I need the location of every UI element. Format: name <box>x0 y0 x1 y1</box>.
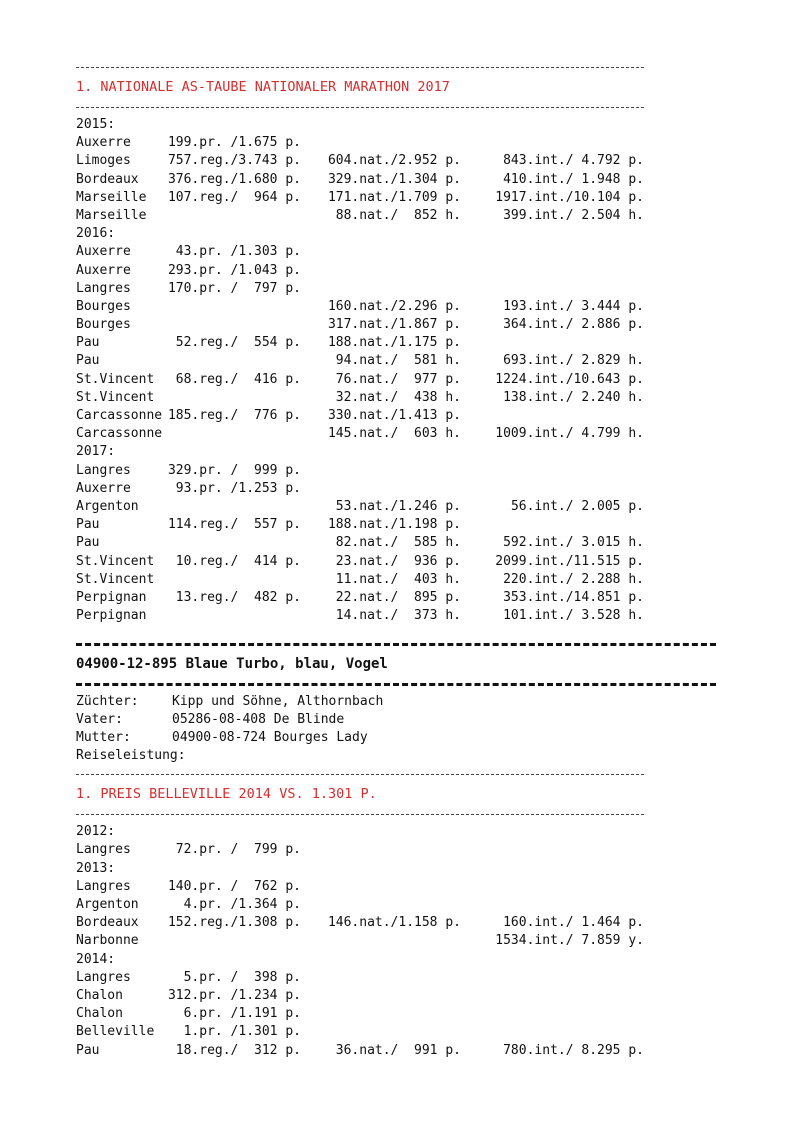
regional-cell: 1.pr. /1.301 p. <box>183 1024 301 1040</box>
result-row <box>76 860 776 878</box>
divider <box>76 765 776 783</box>
place-cell: Langres <box>76 842 131 858</box>
national-cell: 330.nat./1.413 p. <box>327 408 461 423</box>
regional-cell: 170.pr. / 797 p. <box>167 280 301 296</box>
place-cell: 2017: <box>76 444 116 460</box>
section-title-belleville: 1. PREIS BELLEVILLE 2014 VS. 1.301 P. <box>76 786 377 803</box>
result-row <box>76 371 776 389</box>
regional-cell: 312.pr. /1.234 p. <box>167 987 301 1003</box>
result-row <box>76 389 776 407</box>
place-cell: Chalon <box>76 1006 123 1022</box>
place-cell: St.Vincent <box>76 389 155 405</box>
regional-cell: 199.pr. /1.675 p. <box>167 135 301 151</box>
place-cell: Pau <box>76 335 100 351</box>
divider <box>76 805 776 823</box>
place-cell: Bordeaux <box>76 915 139 931</box>
place-cell: Argenton <box>76 498 139 514</box>
international-cell: 56.int./ 2.005 p. <box>510 498 644 514</box>
place-cell: St.Vincent <box>76 553 155 569</box>
place-cell: Marseille <box>76 207 147 223</box>
result-row <box>76 207 776 225</box>
pedigree-document <box>76 58 776 1060</box>
regional-cell: 68.reg./ 416 p. <box>175 371 301 387</box>
national-cell: 32.nat./ 438 h. <box>335 389 461 405</box>
result-row <box>76 1023 776 1041</box>
national-cell: 317.nat./1.867 p. <box>327 317 461 333</box>
regional-cell: 152.reg./1.308 p. <box>167 915 301 931</box>
result-row <box>76 352 776 370</box>
place-cell: Chalon <box>76 987 123 1003</box>
regional-cell: 107.reg./ 964 p. <box>167 189 301 205</box>
result-row <box>76 243 776 261</box>
info-row <box>76 747 776 765</box>
results-table-belleville <box>76 823 776 1059</box>
international-cell: 193.int./ 3.444 p. <box>503 298 644 314</box>
result-row <box>76 116 776 134</box>
result-row <box>76 425 776 443</box>
place-cell: Narbonne <box>76 933 139 949</box>
section-title-marathon: 1. NATIONALE AS-TAUBE NATIONALER MARATHON 2017 <box>76 79 450 95</box>
international-cell: 410.int./ 1.948 p. <box>503 171 644 187</box>
place-cell: Pau <box>76 535 100 551</box>
result-row <box>76 969 776 987</box>
place-cell: Bourges <box>76 317 131 333</box>
place-cell: Auxerre <box>76 262 131 278</box>
divider <box>76 58 776 76</box>
result-row <box>76 553 776 571</box>
international-cell: 843.int./ 4.792 p. <box>503 153 644 169</box>
info-row <box>76 729 776 747</box>
international-cell: 101.int./ 3.528 h. <box>503 608 644 624</box>
result-row <box>76 280 776 298</box>
place-cell: Perpignan <box>76 589 147 605</box>
place-cell: Argenton <box>76 897 139 912</box>
national-cell: 88.nat./ 852 h. <box>335 207 461 223</box>
result-row <box>76 987 776 1005</box>
place-cell: Belleville <box>76 1024 155 1040</box>
regional-cell: 5.pr. / 398 p. <box>183 969 301 985</box>
regional-cell: 140.pr. / 762 p. <box>167 878 301 894</box>
place-cell: Auxerre <box>76 135 131 151</box>
info-row <box>76 711 776 729</box>
divider-bold <box>76 675 776 693</box>
result-row <box>76 316 776 334</box>
info-label: Mutter: <box>76 730 131 746</box>
international-cell: 693.int./ 2.829 h. <box>503 353 644 369</box>
info-row <box>76 693 776 711</box>
regional-cell: 6.pr. /1.191 p. <box>183 1006 301 1022</box>
result-row <box>76 480 776 498</box>
result-row <box>76 841 776 859</box>
result-row <box>76 571 776 589</box>
place-cell: Langres <box>76 969 131 985</box>
international-cell: 1009.int./ 4.799 h. <box>495 426 644 442</box>
international-cell: 353.int./14.851 p. <box>503 589 644 605</box>
regional-cell: 43.pr. /1.303 p. <box>175 244 301 260</box>
international-cell: 399.int./ 2.504 h. <box>503 207 644 223</box>
result-row <box>76 589 776 607</box>
place-cell: St.Vincent <box>76 371 155 387</box>
place-cell: Langres <box>76 878 131 894</box>
info-value: 04900-08-724 Bourges Lady <box>172 730 368 746</box>
regional-cell: 52.reg./ 554 p. <box>175 335 301 351</box>
result-row <box>76 823 776 841</box>
place-cell: 2016: <box>76 226 116 242</box>
place-cell: Langres <box>76 280 131 296</box>
international-cell: 780.int./ 8.295 p. <box>503 1042 644 1058</box>
place-cell: Pau <box>76 517 100 533</box>
result-row <box>76 951 776 969</box>
regional-cell: 72.pr. / 799 p. <box>175 842 301 858</box>
place-cell: Pau <box>76 1042 100 1058</box>
national-cell: 22.nat./ 895 p. <box>335 589 461 605</box>
place-cell: Limoges <box>76 153 131 169</box>
result-row <box>76 462 776 480</box>
international-cell: 364.int./ 2.886 p. <box>503 317 644 333</box>
national-cell: 145.nat./ 603 h. <box>327 426 461 442</box>
info-label: Vater: <box>76 712 123 728</box>
regional-cell: 4.pr. /1.364 p. <box>183 897 301 912</box>
national-cell: 146.nat./1.158 p. <box>327 915 461 931</box>
regional-cell: 376.reg./1.680 p. <box>167 171 301 187</box>
national-cell: 76.nat./ 977 p. <box>335 371 461 387</box>
place-cell: Auxerre <box>76 244 131 260</box>
international-cell: 1534.int./ 7.859 y. <box>495 933 644 949</box>
regional-cell: 185.reg./ 776 p. <box>167 408 301 423</box>
results-table-marathon <box>76 116 776 625</box>
result-row <box>76 534 776 552</box>
info-label: Züchter: <box>76 694 139 710</box>
result-row <box>76 1005 776 1023</box>
result-row <box>76 498 776 516</box>
place-cell: 2014: <box>76 951 116 967</box>
pigeon-info <box>76 693 776 765</box>
regional-cell: 18.reg./ 312 p. <box>175 1042 301 1058</box>
place-cell: Carcassonne <box>76 408 163 423</box>
regional-cell: 114.reg./ 557 p. <box>167 517 301 533</box>
place-cell: 2012: <box>76 824 116 840</box>
info-label: Reiseleistung: <box>76 748 186 764</box>
info-value: Kipp und Söhne, Althornbach <box>172 694 384 710</box>
result-row <box>76 1042 776 1060</box>
place-cell: Perpignan <box>76 608 147 624</box>
national-cell: 36.nat./ 991 p. <box>335 1042 461 1058</box>
regional-cell: 757.reg./3.743 p. <box>167 153 301 169</box>
regional-cell: 10.reg./ 414 p. <box>175 553 301 569</box>
place-cell: Pau <box>76 353 100 369</box>
international-cell: 1224.int./10.643 p. <box>495 371 644 387</box>
place-cell: Bourges <box>76 298 131 314</box>
result-row <box>76 298 776 316</box>
result-row <box>76 516 776 534</box>
international-cell: 592.int./ 3.015 h. <box>503 535 644 551</box>
national-cell: 188.nat./1.175 p. <box>327 335 461 351</box>
info-value: 05286-08-408 De Blinde <box>172 712 345 728</box>
place-cell: 2013: <box>76 860 116 876</box>
national-cell: 82.nat./ 585 h. <box>335 535 461 551</box>
result-row <box>76 914 776 932</box>
place-cell: Bordeaux <box>76 171 139 187</box>
place-cell: Langres <box>76 462 131 478</box>
divider-bold <box>76 635 776 653</box>
place-cell: St.Vincent <box>76 571 155 587</box>
national-cell: 23.nat./ 936 p. <box>335 553 461 569</box>
result-row <box>76 189 776 207</box>
national-cell: 94.nat./ 581 h. <box>335 353 461 369</box>
international-cell: 138.int./ 2.240 h. <box>503 389 644 405</box>
international-cell: 160.int./ 1.464 p. <box>503 915 644 931</box>
result-row <box>76 152 776 170</box>
result-row <box>76 407 776 425</box>
result-row <box>76 443 776 461</box>
regional-cell: 13.reg./ 482 p. <box>175 589 301 605</box>
regional-cell: 329.pr. / 999 p. <box>167 462 301 478</box>
result-row <box>76 225 776 243</box>
international-cell: 1917.int./10.104 p. <box>495 189 644 205</box>
national-cell: 329.nat./1.304 p. <box>327 171 461 187</box>
place-cell: Auxerre <box>76 480 131 496</box>
pigeon-header: 04900-12-895 Blaue Turbo, blau, Vogel <box>76 656 388 673</box>
regional-cell: 93.pr. /1.253 p. <box>175 480 301 496</box>
result-row <box>76 896 776 914</box>
place-cell: Marseille <box>76 189 147 205</box>
international-cell: 220.int./ 2.288 h. <box>503 571 644 587</box>
international-cell: 2099.int./11.515 p. <box>495 553 644 569</box>
result-row <box>76 932 776 950</box>
result-row <box>76 607 776 625</box>
national-cell: 160.nat./2.296 p. <box>327 298 461 314</box>
place-cell: Carcassonne <box>76 426 163 442</box>
national-cell: 14.nat./ 373 h. <box>335 608 461 624</box>
divider <box>76 98 776 116</box>
result-row <box>76 171 776 189</box>
national-cell: 604.nat./2.952 p. <box>327 153 461 169</box>
place-cell: 2015: <box>76 117 116 132</box>
result-row <box>76 262 776 280</box>
result-row <box>76 334 776 352</box>
national-cell: 171.nat./1.709 p. <box>327 189 461 205</box>
result-row <box>76 134 776 152</box>
result-row <box>76 878 776 896</box>
national-cell: 11.nat./ 403 h. <box>335 571 461 587</box>
regional-cell: 293.pr. /1.043 p. <box>167 262 301 278</box>
national-cell: 188.nat./1.198 p. <box>327 517 461 533</box>
national-cell: 53.nat./1.246 p. <box>335 498 461 514</box>
